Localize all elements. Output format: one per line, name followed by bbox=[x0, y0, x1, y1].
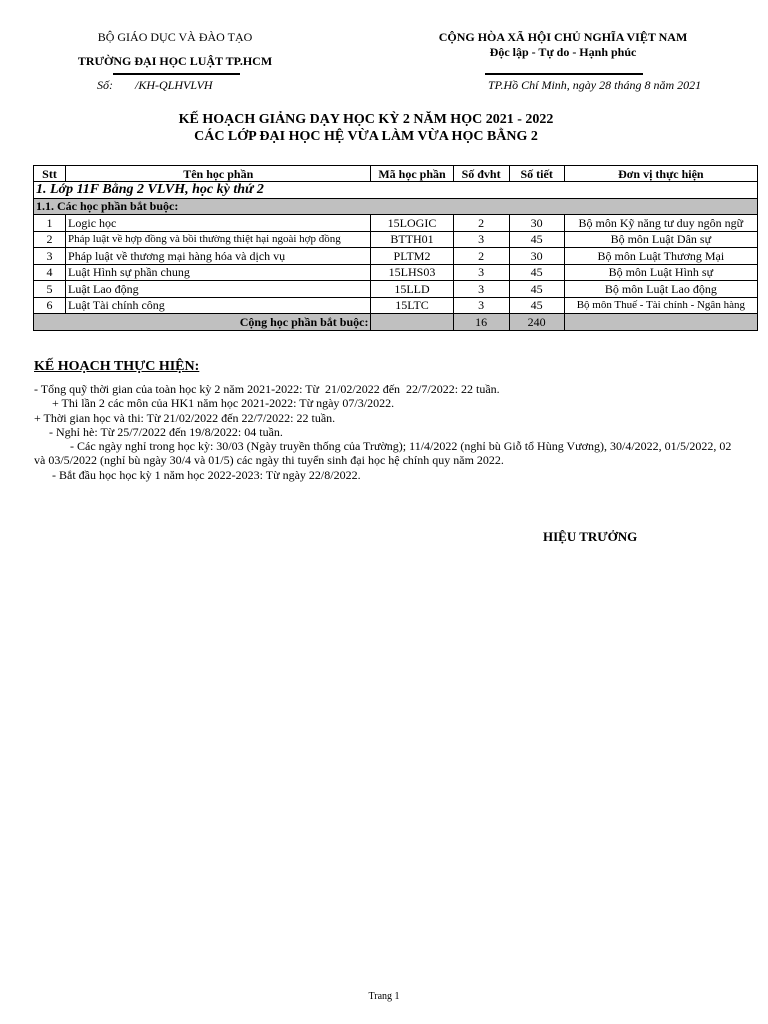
ministry-name: BỘ GIÁO DỤC VÀ ĐÀO TẠO bbox=[97, 30, 253, 44]
doc-number-code: /KH-QLHVLVH bbox=[135, 78, 213, 92]
total-unit-empty bbox=[564, 314, 757, 331]
cell-course-code: BTTH01 bbox=[371, 231, 453, 248]
cell-course-code: 15LHS03 bbox=[371, 264, 453, 281]
table-row bbox=[34, 281, 758, 298]
cell-course-code: 15LOGIC bbox=[371, 215, 453, 232]
col-header-periods: Số tiết bbox=[509, 166, 564, 182]
cell-credits: 2 bbox=[453, 215, 509, 232]
doc-number-label: Số: bbox=[97, 78, 113, 92]
cell-periods: 45 bbox=[509, 297, 564, 314]
cell-periods: 45 bbox=[509, 281, 564, 298]
cell-credits: 3 bbox=[453, 281, 509, 298]
plan-line: - Bắt đầu học học kỳ 1 năm học 2022-2023: Từ ngày 22/8/2022. bbox=[34, 467, 361, 482]
plan-line: - Các ngày nghỉ trong học kỳ: 30/03 (Ngày truyền thống của Trường); 11/4/2022 (nghỉ bù Giỗ tổ Hùng Vương), 30/4/2022, 01/5/2022, 02 và 03/5/2022 (nghỉ bù ngày 30/4 và 01/5) các ngày thi tuyển sinh đại học hệ chính quy năm 2022. bbox=[34, 439, 735, 468]
cell-periods: 45 bbox=[509, 231, 564, 248]
total-credits: 16 bbox=[453, 314, 509, 331]
cell-course-code: 15LTC bbox=[371, 297, 453, 314]
plan-notes bbox=[34, 382, 734, 482]
total-periods: 240 bbox=[509, 314, 564, 331]
cell-periods: 30 bbox=[509, 215, 564, 232]
table-row bbox=[34, 264, 758, 281]
subsection-row bbox=[34, 198, 758, 215]
cell-course-code: 15LLD bbox=[371, 281, 453, 298]
cell-course-name: Luật Tài chính công bbox=[66, 297, 371, 314]
university-name: TRƯỜNG ĐẠI HỌC LUẬT TP.HCM bbox=[77, 54, 273, 68]
table-row bbox=[34, 297, 758, 314]
cell-course-name: Luật Lao động bbox=[66, 281, 371, 298]
cell-stt: 5 bbox=[34, 281, 66, 298]
cell-stt: 2 bbox=[34, 231, 66, 248]
university-underline bbox=[113, 73, 240, 75]
col-header-credits: Số đvht bbox=[453, 166, 509, 182]
cell-stt: 6 bbox=[34, 297, 66, 314]
plan-line: + Thi lần 2 các môn của HK1 năm học 2021-2022: Từ ngày 07/3/2022. bbox=[34, 396, 395, 411]
cell-stt: 3 bbox=[34, 248, 66, 265]
col-header-course-name: Tên học phần bbox=[66, 166, 371, 182]
cell-course-name: Pháp luật về thương mại hàng hóa và dịch vụ bbox=[66, 248, 371, 265]
cell-unit: Bộ môn Thuế - Tài chính - Ngân hàng bbox=[564, 297, 757, 314]
total-code-empty bbox=[371, 314, 453, 331]
cell-stt: 1 bbox=[34, 215, 66, 232]
cell-course-name: Logic học bbox=[66, 215, 371, 232]
cell-unit: Bộ môn Kỹ năng tư duy ngôn ngữ bbox=[564, 215, 757, 232]
plan-line: - Nghỉ hè: Từ 25/7/2022 đến 19/8/2022: 04 tuần. bbox=[34, 424, 283, 439]
total-row bbox=[34, 314, 758, 331]
subsection-title: 1.1. Các học phần bắt buộc: bbox=[34, 198, 758, 215]
cell-unit: Bộ môn Luật Thương Mại bbox=[564, 248, 757, 265]
table-row bbox=[34, 248, 758, 265]
cell-credits: 3 bbox=[453, 297, 509, 314]
course-plan-table bbox=[33, 165, 758, 331]
document-title-line1: KẾ HOẠCH GIẢNG DẠY HỌC KỲ 2 NĂM HỌC 2021 - 2022 bbox=[178, 112, 554, 127]
col-header-course-code: Mã học phần bbox=[371, 166, 453, 182]
cell-periods: 30 bbox=[509, 248, 564, 265]
national-motto: Độc lập - Tự do - Hạnh phúc bbox=[489, 45, 637, 59]
cell-credits: 3 bbox=[453, 264, 509, 281]
cell-credits: 3 bbox=[453, 231, 509, 248]
col-header-stt: Stt bbox=[34, 166, 66, 182]
section-row bbox=[34, 182, 758, 199]
motto-underline bbox=[485, 73, 643, 75]
republic-name: CỘNG HÒA XÃ HỘI CHỦ NGHĨA VIỆT NAM bbox=[438, 30, 688, 44]
page-number: Trang 1 bbox=[368, 991, 400, 1002]
total-label: Cộng học phần bắt buộc: bbox=[34, 314, 371, 331]
plan-line: - Tổng quỹ thời gian của toàn học kỳ 2 năm 2021-2022: Từ 21/02/2022 đến 22/7/2022: 22 tuần. bbox=[34, 382, 500, 396]
cell-stt: 4 bbox=[34, 264, 66, 281]
cell-unit: Bộ môn Luật Lao động bbox=[564, 281, 757, 298]
cell-periods: 45 bbox=[509, 264, 564, 281]
section-title: 1. Lớp 11F Bằng 2 VLVH, học kỳ thứ 2 bbox=[34, 182, 758, 199]
cell-credits: 2 bbox=[453, 248, 509, 265]
plan-heading: KẾ HOẠCH THỰC HIỆN: bbox=[34, 359, 200, 374]
cell-course-name: Pháp luật về hợp đồng và bồi thường thiệt hại ngoài hợp đồng bbox=[66, 231, 371, 248]
cell-course-name: Luật Hình sự phần chung bbox=[66, 264, 371, 281]
table-row bbox=[34, 231, 758, 248]
cell-course-code: PLTM2 bbox=[371, 248, 453, 265]
signature-title: HIỆU TRƯỞNG bbox=[543, 529, 638, 544]
table-row bbox=[34, 215, 758, 232]
document-title-line2: CÁC LỚP ĐẠI HỌC HỆ VỪA LÀM VỪA HỌC BẰNG 2 bbox=[194, 129, 538, 144]
plan-line: + Thời gian học và thi: Từ 21/02/2022 đến 22/7/2022: 22 tuần. bbox=[34, 410, 336, 425]
cell-unit: Bộ môn Luật Dân sự bbox=[564, 231, 757, 248]
table-header-row bbox=[34, 166, 758, 182]
cell-unit: Bộ môn Luật Hình sự bbox=[564, 264, 757, 281]
place-date: TP.Hồ Chí Minh, ngày 28 tháng 8 năm 2021 bbox=[488, 78, 702, 92]
col-header-unit: Đơn vị thực hiện bbox=[564, 166, 757, 182]
